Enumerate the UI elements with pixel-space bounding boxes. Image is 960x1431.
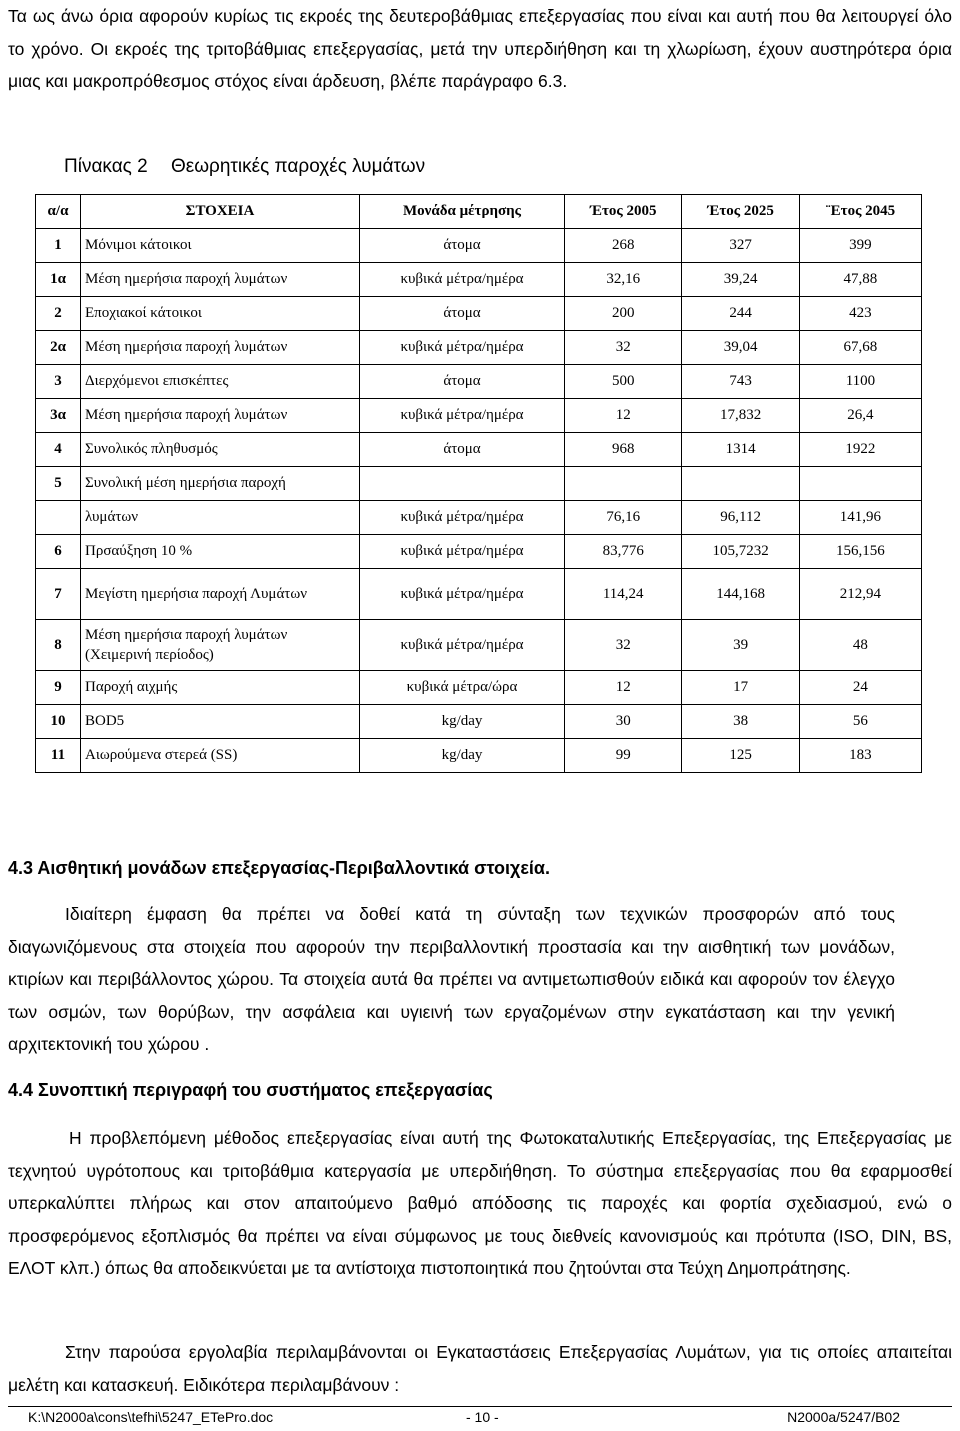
intro-paragraph: Τα ως άνω όρια αφορούν κυρίως τις εκροές της δευτεροβάθμιας επεξεργασίας που είναι και αυτή που θα λειτουργεί όλο το χρόνο. Οι εκροές της τριτοβάθμιας επεξεργασίας, μετά την υπερδιήθηση και τη χλωρίωση, έχουν αυστηρότερα όρια μιας και μακροπρόθεσμος στόχος είναι άρδευση, βλέπε παράγραφο 6.3.: [8, 6, 952, 91]
header-unit: Μονάδα μέτρησης: [360, 195, 565, 229]
row-unit: kg/day: [360, 705, 565, 739]
row-unit: [360, 467, 565, 501]
row-item: Παροχή αιχμής: [81, 671, 360, 705]
row-2045: 26,4: [799, 399, 921, 433]
row-2025: 17,832: [682, 399, 799, 433]
row-2025: 96,112: [682, 501, 799, 535]
row-unit: κυβικά μέτρα/ημέρα: [360, 569, 565, 620]
row-item: Μέση ημερήσια παροχή λυμάτων: [81, 331, 360, 365]
header-year-2025: Έτος 2025: [682, 195, 799, 229]
section-4-3-heading: 4.3 Αισθητική μονάδων επεξεργασίας-Περιβαλλοντικά στοιχεία.: [8, 858, 550, 878]
row-2005: 12: [565, 399, 682, 433]
row-2025: 39,04: [682, 331, 799, 365]
row-2005: 32,16: [565, 263, 682, 297]
row-2025: [682, 467, 799, 501]
row-2025: 38: [682, 705, 799, 739]
table-row: [36, 331, 922, 365]
row-number: 2: [36, 297, 81, 331]
table-row: [36, 399, 922, 433]
table-row: [36, 229, 922, 263]
row-2025: 244: [682, 297, 799, 331]
row-2025: 327: [682, 229, 799, 263]
row-number: 11: [36, 739, 81, 773]
table-row: [36, 535, 922, 569]
row-unit: κυβικά μέτρα/ώρα: [360, 671, 565, 705]
row-number: 8: [36, 620, 81, 671]
row-number: 3: [36, 365, 81, 399]
table-row: [36, 365, 922, 399]
table-row: [36, 433, 922, 467]
row-2045: 423: [799, 297, 921, 331]
table-caption: [64, 156, 425, 178]
row-item: Μεγίστη ημερήσια παροχή Λυμάτων: [81, 569, 360, 620]
table-row: [36, 739, 922, 773]
table-row: [36, 569, 922, 620]
row-item: Μόνιμοι κάτοικοι: [81, 229, 360, 263]
row-item: Εποχιακοί κάτοικοι: [81, 297, 360, 331]
row-2025: 144,168: [682, 569, 799, 620]
row-2005: 500: [565, 365, 682, 399]
row-unit: κυβικά μέτρα/ημέρα: [360, 399, 565, 433]
row-2045: 141,96: [799, 501, 921, 535]
row-unit: κυβικά μέτρα/ημέρα: [360, 501, 565, 535]
row-2005: 268: [565, 229, 682, 263]
row-number: 6: [36, 535, 81, 569]
row-item: Πρσαύξηση 10 %: [81, 535, 360, 569]
row-unit: κυβικά μέτρα/ημέρα: [360, 263, 565, 297]
table-row: [36, 705, 922, 739]
row-item: Αιωρούμενα στερεά (SS): [81, 739, 360, 773]
row-number: 2α: [36, 331, 81, 365]
table-row: [36, 263, 922, 297]
table-caption-label: Πίνακας 2: [64, 156, 148, 177]
row-unit: άτομα: [360, 365, 565, 399]
flows-table: [35, 194, 922, 773]
row-2025: 125: [682, 739, 799, 773]
row-unit: άτομα: [360, 433, 565, 467]
row-2005: 200: [565, 297, 682, 331]
row-number: [36, 501, 81, 535]
row-unit: kg/day: [360, 739, 565, 773]
row-2005: 12: [565, 671, 682, 705]
row-2005: 968: [565, 433, 682, 467]
row-2045: 156,156: [799, 535, 921, 569]
row-unit: κυβικά μέτρα/ημέρα: [360, 535, 565, 569]
row-unit: κυβικά μέτρα/ημέρα: [360, 620, 565, 671]
row-item: λυμάτων: [81, 501, 360, 535]
row-2025: 17: [682, 671, 799, 705]
row-unit: άτομα: [360, 297, 565, 331]
row-unit: κυβικά μέτρα/ημέρα: [360, 331, 565, 365]
row-2045: 1100: [799, 365, 921, 399]
row-2025: 1314: [682, 433, 799, 467]
row-number: 3α: [36, 399, 81, 433]
header-year-2045: ¨Ετος 2045: [799, 195, 921, 229]
header-year-2005: Έτος 2005: [565, 195, 682, 229]
table-row: [36, 501, 922, 535]
row-2025: 743: [682, 365, 799, 399]
header-aa: α/α: [36, 195, 81, 229]
row-2005: 83,776: [565, 535, 682, 569]
row-number: 7: [36, 569, 81, 620]
row-item: Συνολικός πληθυσμός: [81, 433, 360, 467]
row-2045: 1922: [799, 433, 921, 467]
table-row: [36, 620, 922, 671]
table-caption-title: Θεωρητικές παροχές λυμάτων: [170, 156, 426, 177]
row-2045: 48: [799, 620, 921, 671]
row-2045: 56: [799, 705, 921, 739]
row-unit: άτομα: [360, 229, 565, 263]
table-row: [36, 467, 922, 501]
row-item: Μέση ημερήσια παροχή λυμάτων: [81, 263, 360, 297]
row-item: BOD5: [81, 705, 360, 739]
row-2045: 47,88: [799, 263, 921, 297]
row-item: Μέση ημερήσια παροχή λυμάτων (Χειμερινή περίοδος): [81, 620, 360, 671]
footer-page-number: - 10 -: [466, 1409, 499, 1425]
row-number: 10: [36, 705, 81, 739]
row-2005: 99: [565, 739, 682, 773]
row-2005: 30: [565, 705, 682, 739]
row-number: 4: [36, 433, 81, 467]
row-2005: 114,24: [565, 569, 682, 620]
table-row: [36, 671, 922, 705]
row-2005: 32: [565, 331, 682, 365]
row-2025: 105,7232: [682, 535, 799, 569]
row-2045: 67,68: [799, 331, 921, 365]
section-4-4-paragraph-1: Η προβλεπόμενη μέθοδος επεξεργασίας είναι αυτή της Φωτοκαταλυτικής Επεξεργασίας, της Επεξεργασίας με τεχνητού υγρότοπους και τριτοβάθμια κατεργασία με υπερδιήθηση. Το σύστημα επεξεργασίας που θα εφαρμοσθεί υπερκαλύπτει πλήρως και στον απαιτούμενο βαθμό απόδοσης τις παροχές και φορτία σχεδιασμού, ενώ ο προσφερόμενος εξοπλισμός θα πρέπει να είναι σύμφωνος με τους διεθνείς κανονισμούς και πρότυπα (ISO, DIN, BS, ΕΛΟΤ κλπ.) όπως θα αποδεικνύεται με τα αντίστοιχα πιστοποιητικά που ζητούνται στα Τεύχη Δημοπράτησης.: [8, 1128, 952, 1278]
row-2005: 32: [565, 620, 682, 671]
footer-reference: N2000a/5247/B02: [787, 1409, 900, 1425]
row-2045: 183: [799, 739, 921, 773]
table-header-row: [36, 195, 922, 229]
row-item: Μέση ημερήσια παροχή λυμάτων: [81, 399, 360, 433]
row-2005: [565, 467, 682, 501]
row-2045: 399: [799, 229, 921, 263]
section-4-4-heading: 4.4 Συνοπτική περιγραφή του συστήματος επεξεργασίας: [8, 1080, 493, 1100]
row-2045: 24: [799, 671, 921, 705]
row-2005: 76,16: [565, 501, 682, 535]
page-footer: [8, 1406, 952, 1425]
row-number: 1α: [36, 263, 81, 297]
header-items: ΣΤΟΧΕΙΑ: [81, 195, 360, 229]
section-4-4-paragraph-2: Στην παρούσα εργολαβία περιλαμβάνονται οι Εγκαταστάσεις Επεξεργασίας Λυμάτων, για τις οποίες απαιτείται μελέτη και κατασκευή. Ειδικότερα περιλαμβάνουν :: [8, 1342, 952, 1395]
row-2025: 39: [682, 620, 799, 671]
row-2025: 39,24: [682, 263, 799, 297]
row-item: Διερχόμενοι επισκέπτες: [81, 365, 360, 399]
section-4-3-paragraph: Ιδιαίτερη έμφαση θα πρέπει να δοθεί κατά τη σύνταξη των τεχνικών προσφορών από τους διαγωνιζόμενους στα στοιχεία που αφορούν την περιβαλλοντική προστασία και την αισθητική των μονάδων, κτιρίων και περιβάλλοντος χώρου. Τα στοιχεία αυτά θα πρέπει να αντιμετωπισθούν ειδικά και αφορούν τον έλεγχο των οσμών, των θορύβων, την ασφάλεια και υγιεινή των εργαζομένων στην εγκατάσταση και την γενική αρχιτεκτονική του χώρου .: [8, 904, 895, 1054]
row-number: 5: [36, 467, 81, 501]
footer-file-path: K:\N2000a\cons\tefhi\5247_ETePro.doc: [28, 1409, 274, 1425]
table-row: [36, 297, 922, 331]
row-2045: 212,94: [799, 569, 921, 620]
row-2045: [799, 467, 921, 501]
row-number: 9: [36, 671, 81, 705]
row-number: 1: [36, 229, 81, 263]
row-item: Συνολική μέση ημερήσια παροχή: [81, 467, 360, 501]
